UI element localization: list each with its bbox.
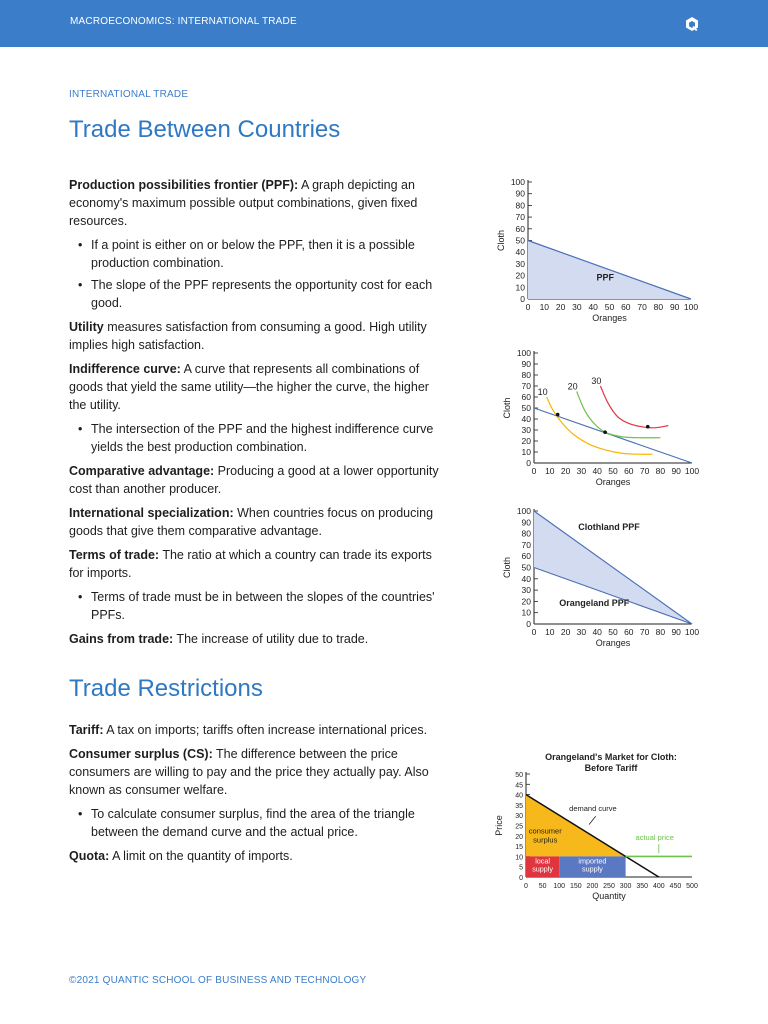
y-tick-label: 40	[521, 414, 531, 424]
x-tick-label: 70	[639, 466, 650, 476]
x-tick-label: 20	[560, 627, 571, 637]
definition-term: Quota:	[69, 849, 110, 863]
definition	[69, 176, 441, 230]
x-tick-label: 0	[525, 302, 531, 312]
definition-text: The increase of utility due to trade.	[173, 632, 369, 646]
y-tick-label: 0	[519, 875, 523, 882]
x-tick-label: 100	[683, 302, 699, 312]
x-tick-label: 0	[524, 883, 528, 890]
x-tick-label: 300	[619, 883, 632, 890]
definition	[69, 721, 441, 739]
y-tick-label: 5	[519, 864, 523, 872]
y-tick-label: 50	[521, 403, 531, 413]
x-axis-label: Oranges	[595, 638, 631, 648]
y-tick-label: 20	[521, 596, 531, 607]
y-tick-label: 50	[515, 772, 523, 779]
label-line: supply	[532, 864, 553, 874]
y-tick-label: 40	[521, 573, 531, 584]
definition-text: A limit on the quantity of imports.	[109, 849, 293, 863]
definition-term: Gains from trade:	[69, 632, 174, 646]
x-tick-label: 100	[684, 466, 700, 476]
y-tick-label: 10	[521, 447, 531, 457]
x-tick-label: 70	[639, 627, 650, 637]
x-tick-label: 0	[531, 627, 537, 637]
clothland-ppf-label: Clothland PPF	[578, 522, 640, 533]
x-tick-label: 80	[655, 627, 666, 637]
definition-text: A tax on imports; tariffs often increase international prices.	[103, 723, 428, 737]
y-tick-label: 90	[515, 188, 525, 199]
label-line: local	[535, 856, 550, 866]
definition-term: Consumer surplus (CS):	[69, 747, 213, 761]
x-tick-label: 50	[604, 302, 615, 312]
bullet-item: • To calculate consumer surplus, find the area of the triangle between the demand curve and the actual price.	[91, 805, 441, 841]
y-axis-label: Cloth	[496, 229, 506, 252]
y-tick-label: 90	[521, 359, 531, 369]
y-tick-label: 70	[515, 212, 525, 223]
y-tick-label: 40	[515, 247, 525, 258]
definition	[69, 504, 441, 540]
y-tick-label: 40	[515, 792, 523, 800]
section-label: INTERNATIONAL TRADE	[69, 89, 189, 100]
bullet-item: • The intersection of the PPF and the highest indifference curve yields the best production combination.	[91, 420, 441, 456]
indifference-curve-30	[600, 386, 668, 428]
bullet-list	[69, 236, 441, 312]
y-tick-label: 30	[521, 585, 531, 596]
x-tick-label: 60	[624, 466, 634, 476]
definition	[69, 630, 441, 648]
definition	[69, 546, 441, 582]
label-line: consumer	[528, 826, 562, 836]
x-tick-label: 90	[669, 302, 680, 312]
definition-term: Comparative advantage:	[69, 464, 215, 478]
top-bar	[0, 0, 768, 47]
y-tick-label: 80	[521, 370, 531, 380]
x-tick-label: 400	[652, 883, 665, 890]
y-tick-label: 10	[515, 854, 523, 862]
definition-term: Utility	[69, 320, 104, 334]
x-tick-label: 50	[608, 466, 618, 476]
quantic-logo-icon	[684, 16, 700, 32]
page-title: Trade Between Countries	[69, 116, 341, 143]
definition-term: International specialization:	[69, 506, 234, 520]
definition-text: When countries focus on producing goods that give them comparative advantage.	[69, 506, 434, 538]
x-tick-label: 100	[553, 883, 566, 890]
x-axis-label: Oranges	[595, 477, 631, 487]
x-tick-label: 500	[686, 883, 698, 890]
y-tick-label: 35	[515, 802, 523, 810]
y-tick-label: 90	[521, 517, 531, 528]
y-tick-label: 30	[521, 425, 531, 435]
indifference-curve-label: 20	[567, 381, 578, 392]
y-tick-label: 0	[526, 458, 531, 468]
y-tick-label: 80	[521, 528, 531, 539]
y-tick-label: 70	[521, 539, 531, 550]
chart-title	[545, 752, 677, 773]
y-tick-label: 20	[521, 436, 531, 446]
x-tick-label: 100	[684, 627, 700, 637]
x-tick-label: 90	[671, 627, 681, 637]
definition-term: Terms of trade:	[69, 548, 160, 562]
indifference-curve-chart	[486, 343, 710, 498]
demand-curve-pointer	[589, 816, 596, 824]
y-tick-label: 30	[515, 258, 525, 269]
definitions-list-1	[69, 176, 441, 654]
x-tick-label: 40	[592, 466, 602, 476]
y-tick-label: 100	[510, 177, 525, 187]
x-tick-label: 30	[576, 466, 587, 476]
definition	[69, 745, 441, 799]
definition	[69, 847, 441, 865]
x-tick-label: 20	[560, 466, 571, 476]
x-axis-label: Oranges	[592, 313, 627, 323]
x-tick-label: 80	[653, 302, 664, 312]
label-line: surplus	[533, 835, 558, 845]
y-tick-label: 70	[521, 381, 531, 391]
x-tick-label: 10	[539, 302, 550, 312]
intersection-point	[603, 430, 607, 434]
y-tick-label: 10	[515, 282, 525, 293]
definition-term: Production possibilities frontier (PPF):	[69, 178, 299, 192]
footer-copyright: ©2021 QUANTIC SCHOOL OF BUSINESS AND TECHNOLOGY	[69, 975, 367, 986]
definition-term: Indifference curve:	[69, 362, 181, 376]
breadcrumb: MACROECONOMICS: INTERNATIONAL TRADE	[70, 16, 297, 27]
bullet-list	[69, 588, 441, 624]
x-tick-label: 10	[545, 466, 555, 476]
chart-title-line: Orangeland's Market for Cloth:	[545, 752, 677, 762]
bullet-item: • If a point is either on or below the PPF, then it is a possible production combination.	[91, 236, 441, 272]
actual-price-label: actual price	[635, 832, 674, 842]
bullet-list	[69, 420, 441, 456]
x-tick-label: 60	[624, 627, 634, 637]
x-tick-label: 80	[655, 466, 666, 476]
y-tick-label: 15	[515, 844, 523, 852]
x-axis-label: Quantity	[592, 891, 626, 901]
indifference-curve-label: 30	[591, 376, 602, 386]
comparative-ppf-chart	[486, 503, 710, 658]
x-tick-label: 60	[621, 302, 631, 312]
section-title-trade-restrictions: Trade Restrictions	[69, 675, 263, 702]
x-tick-label: 350	[636, 883, 649, 890]
x-tick-label: 250	[603, 883, 615, 890]
definition	[69, 462, 441, 498]
y-tick-label: 20	[515, 270, 525, 281]
indifference-curve-label: 10	[537, 387, 548, 397]
y-tick-label: 30	[515, 813, 523, 821]
x-tick-label: 150	[569, 883, 582, 890]
x-tick-label: 20	[555, 302, 566, 312]
bullet-item: • The slope of the PPF represents the opportunity cost for each good.	[91, 276, 441, 312]
x-tick-label: 70	[637, 302, 647, 312]
cloth-market-chart	[486, 748, 710, 906]
x-tick-label: 30	[572, 302, 582, 312]
indifference-curve-20	[577, 392, 661, 438]
x-tick-label: 30	[576, 627, 587, 637]
bullet-list	[69, 805, 441, 841]
x-tick-label: 50	[608, 627, 618, 637]
x-tick-label: 90	[671, 466, 681, 476]
y-tick-label: 10	[521, 607, 531, 618]
y-axis-label: Cloth	[502, 556, 512, 579]
definition-term: Tariff:	[69, 723, 104, 737]
x-tick-label: 40	[592, 627, 602, 637]
intersection-point	[556, 413, 560, 417]
y-tick-label: 50	[521, 562, 531, 573]
bullet-item: • Terms of trade must be in between the slopes of the countries' PPFs.	[91, 588, 441, 624]
x-tick-label: 0	[531, 466, 537, 476]
y-tick-label: 100	[516, 506, 531, 516]
definition-text: The ratio at which a country can trade its exports for imports.	[69, 548, 432, 580]
definition-text: measures satisfaction from consuming a good. High utility implies high satisfaction.	[69, 320, 427, 352]
y-tick-label: 0	[520, 294, 525, 304]
y-tick-label: 45	[515, 782, 523, 790]
definition-text: A graph depicting an economy's maximum possible output combinations, given fixed resources.	[69, 178, 418, 228]
demand-curve-label: demand curve	[569, 804, 617, 814]
y-tick-label: 100	[516, 348, 531, 358]
y-tick-label: 25	[515, 823, 523, 831]
y-axis-label: Price	[494, 815, 504, 836]
x-tick-label: 50	[538, 883, 547, 890]
intersection-point	[646, 425, 650, 429]
y-axis-label: Cloth	[502, 397, 512, 419]
x-tick-label: 10	[545, 627, 555, 637]
y-tick-label: 80	[515, 200, 525, 211]
orangeland-ppf-label: Orangeland PPF	[559, 597, 630, 608]
definition	[69, 318, 441, 354]
y-tick-label: 0	[526, 619, 531, 629]
definition	[69, 360, 441, 414]
y-tick-label: 60	[521, 392, 531, 402]
label-line: imported	[578, 856, 607, 866]
y-tick-label: 60	[515, 223, 525, 234]
consumer-surplus-label	[529, 827, 562, 845]
ppf-label: PPF	[596, 272, 614, 283]
definition-text: A curve that represents all combinations of goods that yield the same utility—the higher the curve, the higher the utility.	[69, 362, 429, 412]
y-tick-label: 20	[515, 833, 523, 841]
x-tick-label: 200	[586, 883, 599, 890]
x-tick-label: 450	[669, 883, 682, 890]
imported-supply-label	[578, 856, 606, 873]
definition-text: The difference between the price consumers are willing to pay and the price they actually pay. Also known as consumer welfare.	[69, 747, 429, 797]
chart-title-line: Before Tariff	[584, 763, 638, 773]
definitions-list-2	[69, 721, 441, 871]
label-line: supply	[582, 864, 603, 874]
x-tick-label: 40	[588, 302, 598, 312]
ppf-chart	[486, 175, 710, 333]
y-tick-label: 50	[515, 235, 525, 246]
definition-text: Producing a good at a lower opportunity cost than another producer.	[69, 464, 439, 496]
y-tick-label: 60	[521, 551, 531, 562]
